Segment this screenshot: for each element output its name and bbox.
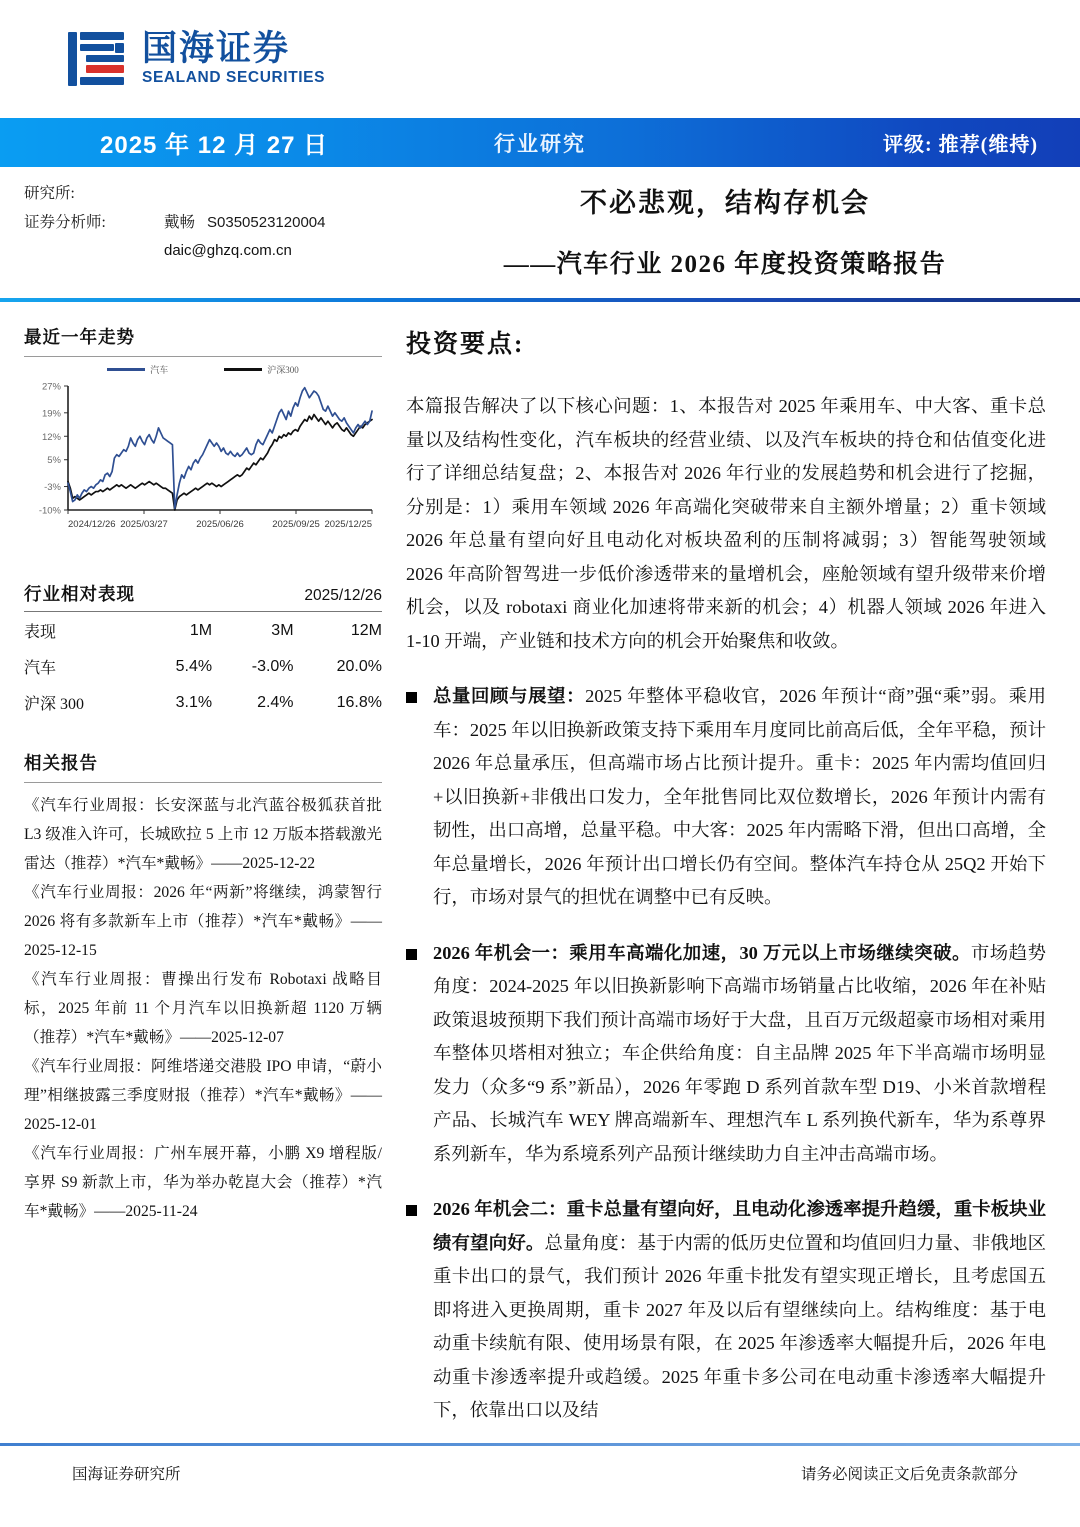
svg-text:2025/12/25: 2025/12/25 [324,519,372,530]
row-label-auto: 汽车 [24,660,57,677]
svg-text:19%: 19% [41,408,61,420]
report-date: 2025 年 12 月 27 日 [100,132,329,159]
legend-swatch-csi300 [224,368,262,371]
bullet-square-icon [406,1205,417,1216]
col-header-3m: 3M [271,621,294,639]
list-item[interactable]: 《汽车行业周报：2026 年“两新”将继续，鸿蒙智行 2026 将有多款新车上市（推荐）*汽车*戴畅》——2025-12-15 [24,884,382,959]
col-header-1m: 1M [189,621,213,639]
bullet-square-icon [406,949,417,960]
bullet-point [406,680,1046,915]
footer-right: 请务必阅读正文后免责条款部分 [800,1465,1018,1483]
analyst-label: 证券分析师: [24,214,106,231]
legend-item-csi300 [224,363,299,376]
bullet-point [406,937,1046,1172]
svg-text:2025/06/26: 2025/06/26 [196,519,244,530]
list-item[interactable]: 《汽车行业周报：曹操出行发布 Robotaxi 战略目标，2025 年前 11 个月汽车以旧换新超 1120 万辆（推荐）*汽车*戴畅》——2025-12-07 [24,971,382,1046]
related-heading: 相关报告 [24,753,98,773]
chart-heading: 最近一年走势 [24,327,135,347]
footer-row [0,1446,1080,1484]
bullet-text: 2025 年整体平稳收官，2026 年预计“商”强“乘”弱。乘用车：2025 年以旧换新政策支持下乘用车月度同比前高后低，全年平稳，预计 2026 年总量承压，但高端市场占比预计提升。重卡：2025 年内需均值回归+以旧换新+非俄出口发力，全年批售同比双位数增长，2026 年预计内需有韧性，出口高增，总量平稳。中大客：2025 年内需略下滑，但出口高增，全年总量增长，2026 年预计出口增长仍有空间。整体汽车持仓从 25Q2 开始下行，市场对景气的担忧在调整中已有反映。 [433,686,1046,907]
auto-3m: -3.0% [251,657,294,675]
institute-label: 研究所: [24,185,75,202]
performance-header [24,581,382,606]
svg-text:-10%: -10% [38,505,61,517]
performance-heading: 行业相对表现 [24,584,135,604]
bullet-body [433,680,1046,915]
analyst-license: S0350523120004 [207,214,326,231]
chart-legend [24,363,382,376]
intro-paragraph: 本篇报告解决了以下核心问题：1、本报告对 2025 年乘用车、中大客、重卡总量以及结构性变化，汽车板块的经营业绩、以及汽车板块的持仓和估值变化进行了详细总结复盘；2、本报告对 2026 年行业的发展趋势和机会进行了挖掘，分别是：1）乘用车领域 2026 年高端化突破带来自主额外增量；2）重卡领域 2026 年总量有望向好且电动化对板块盈利的压制将减弱；3）智能驾驶领域 2026 年高阶智驾进一步低价渗透带来的量增机会，座舱领域有望升级带来价增机会，以及 robotaxi 商业化加速将带来新的机会；4）机器人领域 2026 年进入 1-10 开端，产业链和技术方向的机会开始聚焦和收敛。 [406,396,1046,651]
svg-text:27%: 27% [41,381,61,393]
svg-text:-3%: -3% [44,482,61,494]
bullet-text: 市场趋势角度：2024-2025 年以旧换新影响下高端市场销量占比收缩，2026 年在补贴政策退坡预期下我们预计高端市场好于大盘，且百万元级超豪市场相对乘用车整体贝塔相对独立；车企供给角度：自主品牌 2025 年下半高端市场明显发力（众多“9 系”新品），2026 年零跑 D 系列首款车型 D19、小米首款增程产品、长城汽车 WEY 牌高端新车、理想汽车 L 系列换代新车，华为系尊界系列新车，华为系境系列产品预计继续助力自主冲击高端市场。 [433,942,1046,1164]
analyst-email[interactable]: daic@ghzq.com.cn [164,242,292,259]
chart-canvas [24,378,380,550]
main-content [400,324,1080,1428]
row-label-csi300: 沪深 300 [24,696,85,713]
svg-text:2024/12/26: 2024/12/26 [68,519,116,530]
auto-1m: 5.4% [175,657,213,675]
report-category: 行业研究 [494,131,586,156]
svg-text:2025/09/25: 2025/09/25 [272,519,320,530]
svg-text:2025/03/27: 2025/03/27 [120,519,168,530]
header-info-row [0,167,1080,280]
col-header-metric: 表现 [24,624,57,641]
bullet-lead: 2026 年机会一：乘用车高端化加速，30 万元以上市场继续突破。 [433,942,971,963]
bullet-text: 总量角度：基于内需的低历史位置和均值回归力量、非俄地区重卡出口的景气，我们预计 2026 年重卡批发有望实现正增长，且考虑国五即将进入更换周期，重卡 2027 年及以后有望继续向上。结构维度：基于电动重卡续航有限、使用场景有限，在 2025 年渗透率大幅提升后，2026 年电动重卡渗透率提升或趋缓。2025 年重卡多公司在电动重卡渗透率大幅提升下，依靠出口以及结 [433,1232,1046,1420]
logo-text [142,28,326,88]
legend-label-csi300: 沪深300 [267,365,299,375]
footer-left: 国海证券研究所 [72,1465,181,1483]
legend-label-auto: 汽车 [150,365,169,375]
bullet-lead: 2026 年机会二：重卡总量有望向好，且电动化渗透率提升趋缓，重卡板块业绩有望向好。 [433,1199,1046,1253]
left-sidebar [0,324,400,1428]
analyst-name: 戴畅 [164,214,196,231]
performance-section [24,581,382,720]
bullet-body [433,1193,1046,1428]
bullet-point [406,1193,1046,1428]
table-header-row [24,612,382,649]
col-header-12m: 12M [350,621,382,639]
page-footer [0,1443,1080,1527]
csi300-1m: 3.1% [175,693,213,711]
title-block [400,179,1080,280]
logo-wrap [66,29,325,89]
brand-name-cn: 国海证券 [142,28,291,68]
main-heading: 投资要点: [406,331,525,358]
performance-table [24,611,382,720]
brand-header [0,0,1080,118]
report-banner [0,118,1080,167]
institute-line [24,179,400,208]
sealand-logo-icon [66,29,128,89]
legend-item-auto [107,363,168,376]
performance-date: 2025/12/26 [304,587,382,604]
auto-12m: 20.0% [336,657,382,675]
content-columns [0,302,1080,1428]
svg-text:5%: 5% [47,455,61,467]
list-item[interactable]: 《汽车行业周报：广州车展开幕，小鹏 X9 增程版/享界 S9 新款上市，华为举办乾崑大会（推荐）*汽车*戴畅》——2025-11-24 [24,1145,382,1220]
related-reports-section [24,750,382,1226]
report-title: 不必悲观，结构存机会 [580,188,870,218]
svg-text:12%: 12% [41,431,61,443]
trend-chart [24,363,382,555]
report-subtitle: ——汽车行业 2026 年度投资策略报告 [503,251,947,278]
chart-heading-rule [24,356,382,357]
list-item[interactable]: 《汽车行业周报：阿维塔递交港股 IPO 申请，“蔚小理”相继披露三季度财报（推荐）*汽车*戴畅》——2025-12-01 [24,1058,382,1133]
table-row [24,648,382,684]
bullet-square-icon [406,692,417,703]
table-row [24,684,382,720]
csi300-3m: 2.4% [257,693,294,711]
bullet-body [433,937,1046,1172]
bullet-lead: 总量回顾与展望： [433,686,586,706]
brand-name-en: SEALAND SECURITIES [142,69,326,87]
related-list [24,782,382,1226]
list-item[interactable]: 《汽车行业周报：长安深蓝与北汽蓝谷极狐获首批 L3 级准入许可，长城欧拉 5 上市 12 万版本搭载激光雷达（推荐）*汽车*戴畅》——2025-12-22 [24,797,382,872]
legend-swatch-auto [107,368,145,371]
rating-badge: 评级: 推荐(维持) [883,134,1038,156]
analyst-block [0,179,400,280]
analyst-line [24,208,400,237]
csi300-12m: 16.8% [336,693,382,711]
